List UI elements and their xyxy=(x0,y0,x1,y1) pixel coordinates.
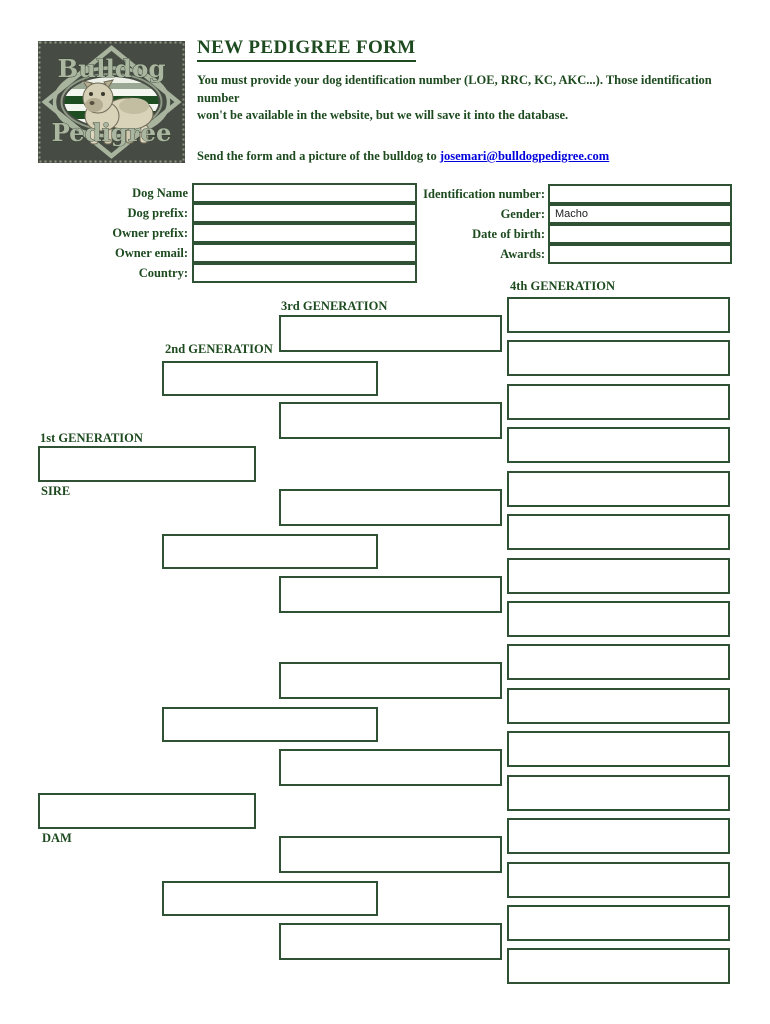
pedigree-gen2-box-2[interactable] xyxy=(162,534,378,569)
dog-prefix-label: Dog prefix: xyxy=(127,206,188,220)
pedigree-gen4-box-5[interactable] xyxy=(507,471,730,507)
email-link[interactable]: josemari@bulldogpedigree.com xyxy=(439,149,610,163)
gen1-label: 1st GENERATION xyxy=(40,431,143,445)
awards-label: Awards: xyxy=(500,247,545,261)
logo-word-bottom: Pedigree xyxy=(51,118,172,147)
pedigree-gen3-box-2[interactable] xyxy=(279,402,502,439)
pedigree-gen3-box-4[interactable] xyxy=(279,576,502,613)
gen3-label: 3rd GENERATION xyxy=(281,299,388,313)
gender-input[interactable] xyxy=(548,204,732,224)
pedigree-gen3-box-8[interactable] xyxy=(279,923,502,960)
pedigree-gen4-box-9[interactable] xyxy=(507,644,730,680)
pedigree-gen4-box-8[interactable] xyxy=(507,601,730,637)
page-title: NEW PEDIGREE FORM xyxy=(197,37,416,62)
bulldog-pedigree-logo xyxy=(38,41,185,163)
logo-word-top: Bulldog xyxy=(57,54,166,83)
intro-text xyxy=(197,72,757,125)
pedigree-gen4-box-7[interactable] xyxy=(507,558,730,594)
country-input[interactable] xyxy=(192,263,417,283)
owner-email-label: Owner email: xyxy=(114,246,188,260)
identification-number-input[interactable] xyxy=(548,184,732,204)
send-instruction xyxy=(197,149,609,164)
date-of-birth-label: Date of birth: xyxy=(472,227,545,241)
intro-line-2: won't be available in the website, but we will save it into the database. xyxy=(197,108,569,122)
owner-prefix-label: Owner prefix: xyxy=(112,226,188,240)
pedigree-gen4-box-16[interactable] xyxy=(507,948,730,984)
pedigree-gen3-box-5[interactable] xyxy=(279,662,502,699)
pedigree-gen3-box-1[interactable] xyxy=(279,315,502,352)
pedigree-gen4-box-3[interactable] xyxy=(507,384,730,420)
pedigree-gen3-box-6[interactable] xyxy=(279,749,502,786)
intro-line-1: You must provide your dog identification number (LOE, RRC, KC, AKC...). Those identification number xyxy=(197,73,712,105)
pedigree-gen2-box-1[interactable] xyxy=(162,361,378,396)
send-text: Send the form and a picture of the bulldog to xyxy=(197,149,440,163)
awards-input[interactable] xyxy=(548,244,732,264)
pedigree-gen4-box-12[interactable] xyxy=(507,775,730,811)
pedigree-gen4-box-6[interactable] xyxy=(507,514,730,550)
pedigree-gen4-box-2[interactable] xyxy=(507,340,730,376)
gender-label: Gender: xyxy=(500,207,545,221)
identification-number-label: Identification number: xyxy=(423,187,545,201)
pedigree-gen4-box-15[interactable] xyxy=(507,905,730,941)
gen4-label: 4th GENERATION xyxy=(510,279,615,293)
dog-name-label: Dog Name xyxy=(132,186,188,200)
pedigree-gen1-box-1[interactable] xyxy=(38,446,256,482)
gen2-label: 2nd GENERATION xyxy=(165,342,273,356)
pedigree-gen4-box-14[interactable] xyxy=(507,862,730,898)
sire-label: SIRE xyxy=(41,484,71,498)
date-of-birth-input[interactable] xyxy=(548,224,732,244)
pedigree-gen4-box-10[interactable] xyxy=(507,688,730,724)
pedigree-gen4-box-1[interactable] xyxy=(507,297,730,333)
country-label: Country: xyxy=(138,266,188,280)
dam-label: DAM xyxy=(42,831,72,845)
pedigree-gen3-box-3[interactable] xyxy=(279,489,502,526)
pedigree-gen1-box-2[interactable] xyxy=(38,793,256,829)
pedigree-gen4-box-4[interactable] xyxy=(507,427,730,463)
pedigree-gen4-box-11[interactable] xyxy=(507,731,730,767)
pedigree-gen2-box-4[interactable] xyxy=(162,881,378,916)
pedigree-gen2-box-3[interactable] xyxy=(162,707,378,742)
pedigree-gen3-box-7[interactable] xyxy=(279,836,502,873)
pedigree-gen4-box-13[interactable] xyxy=(507,818,730,854)
